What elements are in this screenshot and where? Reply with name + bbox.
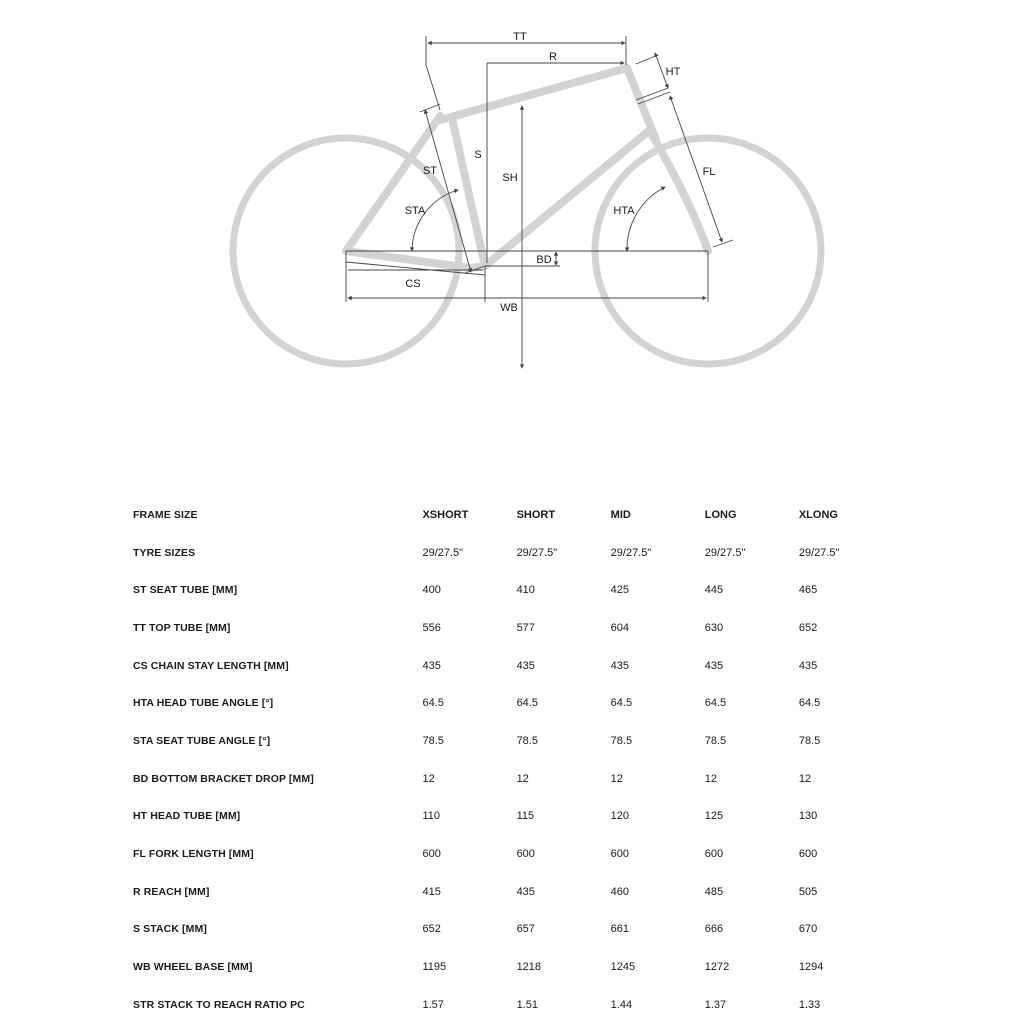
row-label: WB WHEEL BASE [MM] <box>133 961 253 974</box>
row-value: 130 <box>798 810 818 823</box>
row-label: R REACH [MM] <box>133 885 210 898</box>
row-value: 115 <box>516 810 535 823</box>
row-value: 485 <box>704 885 724 898</box>
row-value: 1.33 <box>798 998 821 1011</box>
row-value: 1218 <box>516 961 542 974</box>
row-value: 1.57 <box>422 998 444 1011</box>
row-value: 78.5 <box>610 734 633 747</box>
row-label: S STACK [MM] <box>133 923 207 936</box>
row-value: 78.5 <box>798 734 821 747</box>
row-value: 410 <box>516 584 535 597</box>
row-value: 604 <box>610 621 630 634</box>
row-value: 12 <box>798 772 812 785</box>
row-value: 1272 <box>704 961 730 974</box>
row-value: 125 <box>704 810 724 823</box>
row-value: 505 <box>798 885 818 898</box>
row-value: 78.5 <box>422 734 444 747</box>
label-tt: TT <box>513 31 527 43</box>
row-label: TT TOP TUBE [MM] <box>133 621 231 634</box>
row-value: 1245 <box>610 961 636 974</box>
label-wb: WB <box>500 302 518 314</box>
row-value: 12 <box>610 772 623 785</box>
row-value: 12 <box>422 772 435 785</box>
row-value: 78.5 <box>704 734 727 747</box>
label-cs: CS <box>405 278 421 290</box>
table-row <box>133 722 893 760</box>
row-value: 29/27.5" <box>516 546 558 559</box>
dimension-lines <box>346 36 733 368</box>
row-value: 120 <box>610 810 630 823</box>
bike-geometry-diagram <box>0 0 1024 400</box>
table-row <box>133 948 893 986</box>
row-value: 600 <box>704 848 724 861</box>
label-st: ST <box>422 165 438 177</box>
row-value: 577 <box>516 621 535 634</box>
header-frame-size: FRAME SIZE <box>133 508 198 521</box>
row-value: 600 <box>516 848 535 861</box>
row-value: 1195 <box>422 961 447 974</box>
row-value: 12 <box>704 772 717 785</box>
row-value: 400 <box>422 584 441 597</box>
row-value: 630 <box>704 621 724 634</box>
row-value: 460 <box>610 885 630 898</box>
row-value: 435 <box>610 659 630 672</box>
row-value: 64.5 <box>516 697 538 710</box>
row-value: 1294 <box>798 961 824 974</box>
row-value: 1.51 <box>516 998 538 1011</box>
row-label: FL FORK LENGTH [MM] <box>133 848 254 861</box>
row-value: 652 <box>422 923 441 936</box>
header-size-column: LONG <box>704 508 737 521</box>
row-value: 435 <box>798 659 818 672</box>
row-label: HTA HEAD TUBE ANGLE [°] <box>133 697 274 710</box>
row-value: 661 <box>610 923 630 936</box>
table-header-row <box>133 496 893 534</box>
row-value: 29/27.5" <box>422 546 464 559</box>
row-value: 435 <box>516 659 535 672</box>
table-row <box>133 684 893 722</box>
label-s: S <box>474 149 482 161</box>
row-value: 29/27.5" <box>610 546 652 559</box>
row-value: 64.5 <box>422 697 444 710</box>
table-row <box>133 911 893 949</box>
table-row <box>133 873 893 911</box>
row-value: 64.5 <box>610 697 633 710</box>
row-value: 425 <box>610 584 630 597</box>
row-label: STR STACK TO REACH RATIO PC <box>133 998 305 1011</box>
row-value: 435 <box>704 659 724 672</box>
header-size-column: XSHORT <box>422 508 469 521</box>
table-row <box>133 798 893 836</box>
header-size-column: XLONG <box>798 508 838 521</box>
table-row <box>133 760 893 798</box>
row-value: 1.37 <box>704 998 727 1011</box>
row-value: 445 <box>704 584 724 597</box>
row-value: 12 <box>516 772 529 785</box>
table-row <box>133 534 893 572</box>
row-value: 657 <box>516 923 535 936</box>
label-hta: HTA <box>613 205 635 217</box>
table-row <box>133 609 893 647</box>
row-value: 670 <box>798 923 818 936</box>
row-value: 600 <box>422 848 441 861</box>
row-value: 435 <box>422 659 441 672</box>
row-label: TYRE SIZES <box>133 546 196 559</box>
table-row <box>133 835 893 873</box>
geometry-table <box>133 496 893 1024</box>
row-value: 415 <box>422 885 441 898</box>
row-value: 435 <box>516 885 535 898</box>
row-value: 600 <box>798 848 818 861</box>
label-ht: HT <box>665 66 681 78</box>
row-value: 110 <box>422 810 441 823</box>
row-value: 29/27.5" <box>798 546 840 559</box>
row-value: 1.44 <box>610 998 633 1011</box>
label-bd: BD <box>536 254 552 266</box>
table-row <box>133 647 893 685</box>
header-size-column: MID <box>610 508 631 521</box>
row-value: 78.5 <box>516 734 538 747</box>
label-fl: FL <box>702 166 716 178</box>
row-value: 64.5 <box>704 697 727 710</box>
label-r: R <box>549 51 557 63</box>
header-size-column: SHORT <box>516 508 556 521</box>
row-value: 64.5 <box>798 697 821 710</box>
row-label: BD BOTTOM BRACKET DROP [MM] <box>133 772 314 785</box>
row-label: ST SEAT TUBE [MM] <box>133 584 238 597</box>
row-value: 556 <box>422 621 441 634</box>
table-row <box>133 571 893 609</box>
row-value: 600 <box>610 848 630 861</box>
row-value: 652 <box>798 621 818 634</box>
label-sta: STA <box>404 205 426 217</box>
row-value: 29/27.5" <box>704 546 746 559</box>
row-value: 666 <box>704 923 724 936</box>
row-label: STA SEAT TUBE ANGLE [°] <box>133 734 271 747</box>
row-label: HT HEAD TUBE [MM] <box>133 810 241 823</box>
table-row <box>133 986 893 1024</box>
row-value: 465 <box>798 584 818 597</box>
label-sh: SH <box>502 172 518 184</box>
row-label: CS CHAIN STAY LENGTH [MM] <box>133 659 289 672</box>
